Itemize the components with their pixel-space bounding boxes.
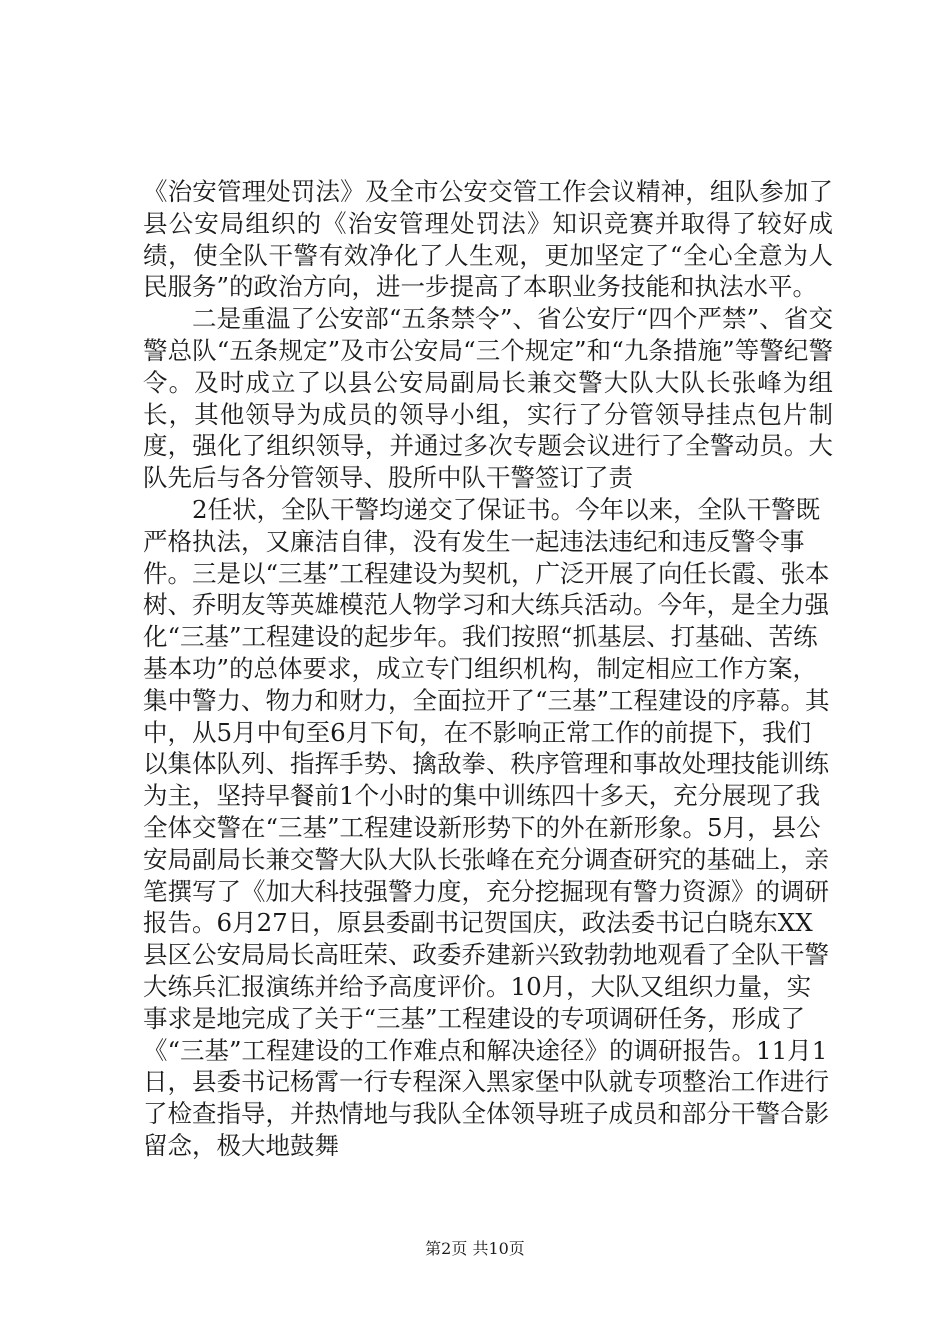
paragraph-2: 二是重温了公安部“五条禁令”、省公安厅“四个严禁”、省交警总队“五条规定”及市公安局“三个规定”和“九条措施”等警纪警令。及时成立了以县公安局副局长兼交警大队大队长张峰为组长，其他领导为成员的领导小组，实行了分管领导挂点包片制度，强化了组织领导，并通过多次专题会议进行了全警动员。大队先后与各分管领导、股所中队干警签订了责	[143, 304, 833, 493]
paragraph-3: 2任状，全队干警均递交了保证书。今年以来，全队干警既严格执法，又廉洁自律，没有发生一起违法违纪和违反警令事件。三是以“三基”工程建设为契机，广泛开展了向任长霞、张本树、乔明友等英雄模范人物学习和大练兵活动。今年，是全力强化“三基”工程建设的起步年。我们按照“抓基层、打基础、苦练基本功”的总体要求，成立专门组织机构，制定相应工作方案，集中警力、物力和财力，全面拉开了“三基”工程建设的序幕。其中，从5月中旬至6月下旬，在不影响正常工作的前提下，我们以集体队列、指挥手势、擒敌拳、秩序管理和事故处理技能训练为主，坚持早餐前1个小时的集中训练四十多天，充分展现了我全体交警在“三基”工程建设新形势下的外在新形象。5月，县公安局副局长兼交警大队大队长张峰在充分调查研究的基础上，亲笔撰写了《加大科技强警力度，充分挖掘现有警力资源》的调研报告。6月27日，原县委副书记贺国庆，政法委书记白晓东XX县区公安局局长高旺荣、政委乔建新兴致勃勃地观看了全队干警大练兵汇报演练并给予高度评价。10月，大队又组织力量，实事求是地完成了关于“三基”工程建设的专项调研任务，形成了《“三基”工程建设的工作难点和解决途径》的调研报告。11月1日，县委书记杨霄一行专程深入黑家堡中队就专项整治工作进行了检查指导，并热情地与我队全体领导班子成员和部分干警合影留念，极大地鼓舞	[143, 494, 830, 1160]
page-footer: 第2页 共10页	[425, 1239, 525, 1258]
paragraph-1: 《治安管理处罚法》及全市公安交管工作会议精神，组队参加了县公安局组织的《治安管理处罚法》知识竞赛并取得了较好成绩，使全队干警有效净化了人生观，更加坚定了“全心全意为人民服务”的政治方向，进一步提高了本职业务技能和执法水平。	[143, 177, 833, 302]
body-text	[143, 176, 833, 1162]
